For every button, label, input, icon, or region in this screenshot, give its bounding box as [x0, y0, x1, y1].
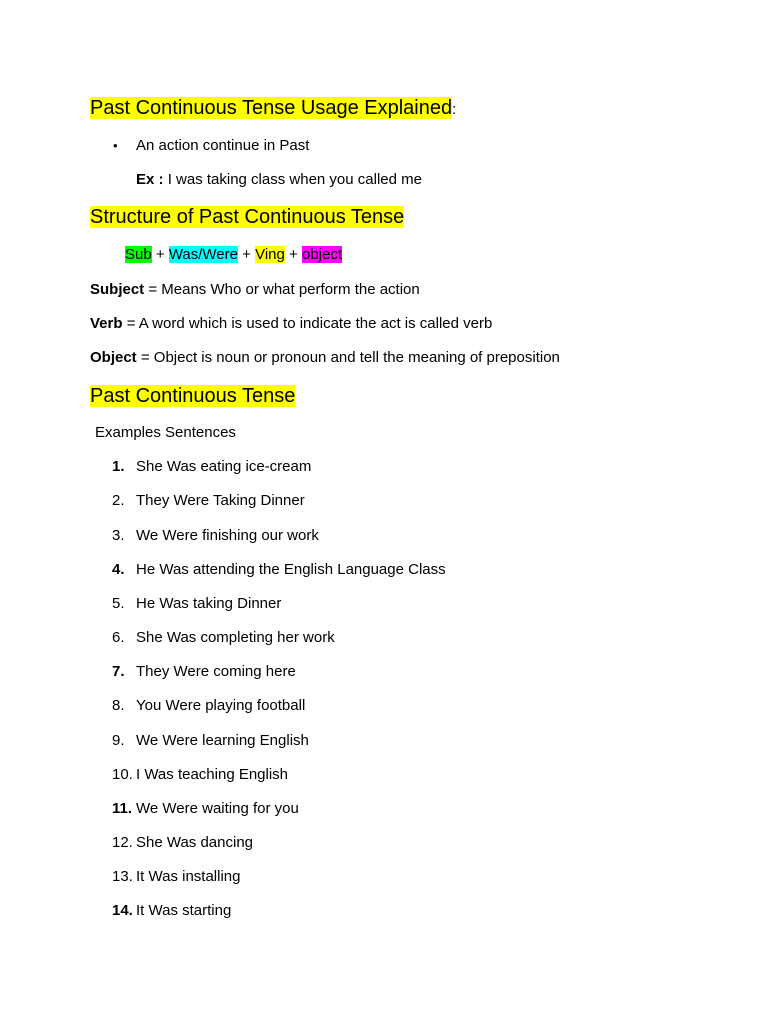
- list-text: She Was dancing: [136, 834, 254, 851]
- list-text: We Were finishing our work: [136, 527, 319, 544]
- list-number: 6.: [112, 629, 125, 646]
- list-number: 12.: [112, 834, 133, 851]
- list-number: 2.: [112, 492, 125, 509]
- list-text: She Was eating ice-cream: [136, 458, 312, 475]
- usage-heading-text: Past Continuous Tense Usage Explained: [90, 97, 453, 119]
- list-number: 1.: [112, 458, 125, 475]
- list-number: 14.: [112, 902, 133, 919]
- list-text: He Was taking Dinner: [136, 595, 282, 612]
- list-number: 9.: [112, 732, 125, 749]
- list-text: We Were waiting for you: [136, 800, 299, 817]
- formula-object: object: [301, 246, 343, 263]
- list-number: 4.: [112, 561, 125, 578]
- list-text: They Were Taking Dinner: [136, 492, 305, 509]
- example-sentence-14: [112, 901, 231, 921]
- formula-plus: +: [242, 246, 251, 263]
- list-text: It Was installing: [136, 868, 241, 885]
- definition-text: = Means Who or what perform the action: [148, 281, 420, 298]
- example-sentence-11: [112, 799, 299, 819]
- bullet-item: [113, 136, 118, 156]
- example-sentence-5: [112, 594, 281, 614]
- definition-object: [90, 348, 560, 368]
- definition-term: Object: [90, 349, 137, 366]
- list-text: You Were playing football: [136, 697, 306, 714]
- definition-text: = A word which is used to indicate the act is called verb: [126, 315, 493, 332]
- usage-heading: [90, 94, 456, 122]
- examples-label: Examples Sentences: [95, 424, 236, 441]
- list-number: 7.: [112, 663, 125, 680]
- example-line: [136, 170, 422, 190]
- list-number: 10.: [112, 766, 133, 783]
- formula-plus: +: [155, 246, 165, 263]
- structure-heading-text: Structure of Past Continuous Tense: [90, 206, 405, 228]
- formula-ving: Ving: [255, 246, 285, 263]
- example-text: I was taking class when you called me: [167, 171, 422, 188]
- formula-sub: Sub: [125, 246, 152, 263]
- examples-heading-text: Past Continuous Tense: [90, 385, 296, 407]
- example-label: Ex :: [136, 171, 164, 188]
- list-text: I Was teaching English: [136, 766, 289, 783]
- list-text: We Were learning English: [136, 732, 309, 749]
- list-text: She Was completing her work: [136, 629, 335, 646]
- example-sentence-9: [112, 731, 309, 751]
- example-sentence-7: [112, 662, 296, 682]
- list-text: They Were coming here: [136, 663, 296, 680]
- definition-term: Subject: [90, 281, 145, 298]
- example-sentence-4: [112, 560, 446, 580]
- examples-heading: [90, 382, 295, 410]
- example-sentence-2: [112, 491, 305, 511]
- example-sentence-6: [112, 628, 335, 648]
- list-text: He Was attending the English Language Class: [136, 561, 446, 578]
- structure-formula: [125, 245, 342, 265]
- bullet-text: An action continue in Past: [136, 137, 310, 154]
- formula-was-were: Was/Were: [168, 246, 238, 263]
- list-number: 11.: [112, 800, 133, 817]
- list-text: It Was starting: [136, 902, 232, 919]
- definition-text: = Object is noun or pronoun and tell the meaning of preposition: [140, 349, 560, 366]
- definition-term: Verb: [90, 315, 123, 332]
- list-number: 13.: [112, 868, 133, 885]
- example-sentence-10: [112, 765, 288, 785]
- list-number: 8.: [112, 697, 125, 714]
- list-number: 3.: [112, 527, 125, 544]
- example-sentence-13: [112, 867, 240, 887]
- example-sentence-1: [112, 457, 311, 477]
- bullet-dot-icon: •: [113, 138, 118, 153]
- structure-heading: [90, 203, 404, 231]
- definition-verb: [90, 314, 492, 334]
- definition-subject: [90, 280, 420, 300]
- formula-plus: +: [289, 246, 298, 263]
- example-sentence-8: [112, 696, 305, 716]
- example-sentence-12: [112, 833, 253, 853]
- example-sentence-3: [112, 526, 319, 546]
- usage-heading-colon: :: [452, 101, 457, 118]
- list-number: 5.: [112, 595, 125, 612]
